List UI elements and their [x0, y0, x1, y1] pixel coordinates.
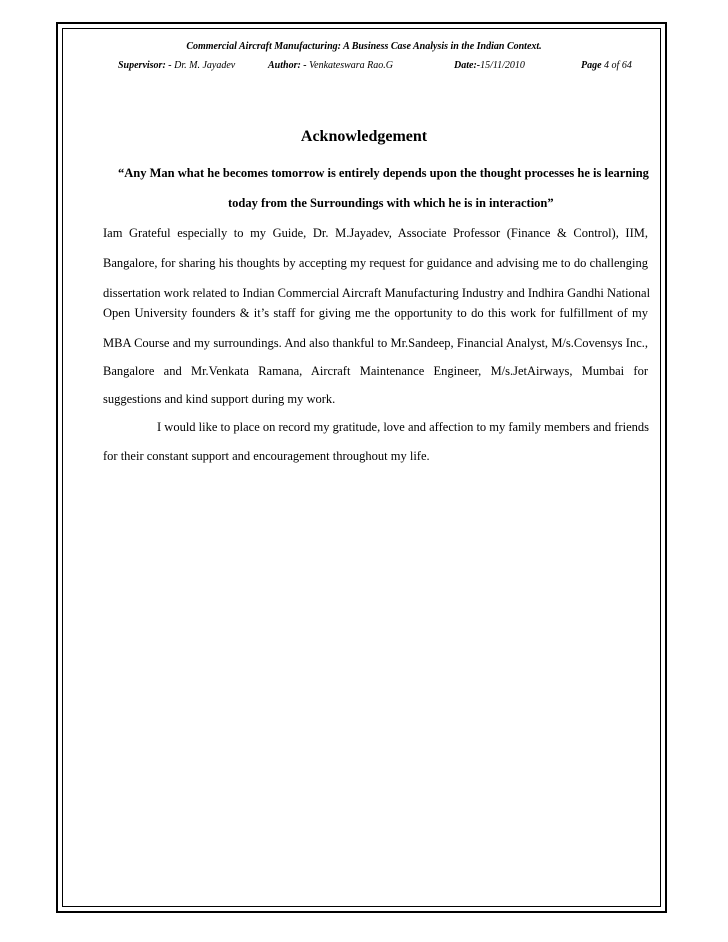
paragraph2-line-2: for their constant support and encouragement throughout my life. — [103, 449, 430, 463]
header-page — [581, 60, 632, 71]
page-title: Acknowledgement — [300, 128, 428, 145]
paragraph1-line-3: dissertation work related to Indian Commercial Aircraft Manufacturing Industry and Indhira Gandhi National — [103, 286, 651, 300]
paragraph1-line-6: Bangalore and Mr.Venkata Ramana, Aircraft Maintenance Engineer, M/s.JetAirways, Mumbai for — [103, 364, 648, 378]
supervisor-label: Supervisor: - — [118, 60, 172, 71]
paragraph2-line-1: I would like to place on record my gratitude, love and affection to my family members and friends — [157, 420, 649, 434]
paragraph1-line-1: Iam Grateful especially to my Guide, Dr. M.Jayadev, Associate Professor (Finance & Control), IIM, — [103, 226, 648, 240]
paragraph1-line-5: MBA Course and my surroundings. And also thankful to Mr.Sandeep, Financial Analyst, M/s.Covensys Inc., — [103, 336, 648, 350]
header-author — [268, 60, 393, 71]
header-date — [454, 60, 525, 71]
header-title: Commercial Aircraft Manufacturing: A Business Case Analysis in the Indian Context. — [186, 41, 542, 52]
page-value: 4 of 64 — [601, 60, 632, 71]
author-label: Author: - — [268, 60, 307, 71]
date-value: 15/11/2010 — [480, 60, 525, 71]
paragraph1-line-4: Open University founders & it’s staff for giving me the opportunity to do this work for fulfillment of my — [103, 306, 648, 320]
paragraph1-line-7: suggestions and kind support during my work. — [103, 392, 336, 406]
header-supervisor — [118, 60, 235, 71]
supervisor-value: Dr. M. Jayadev — [171, 60, 236, 71]
quote-line-1: “Any Man what he becomes tomorrow is entirely depends upon the thought processes he is learning — [118, 166, 649, 180]
page-label: Page — [581, 60, 602, 71]
date-label: Date:- — [454, 60, 481, 71]
author-value: Venkateswara Rao.G — [306, 60, 394, 71]
quote-line-2: today from the Surroundings with which he is in interaction” — [228, 196, 554, 210]
paragraph1-line-2: Bangalore, for sharing his thoughts by accepting my request for guidance and advising me to do challenging — [103, 256, 648, 270]
page-border-inner — [62, 28, 661, 907]
